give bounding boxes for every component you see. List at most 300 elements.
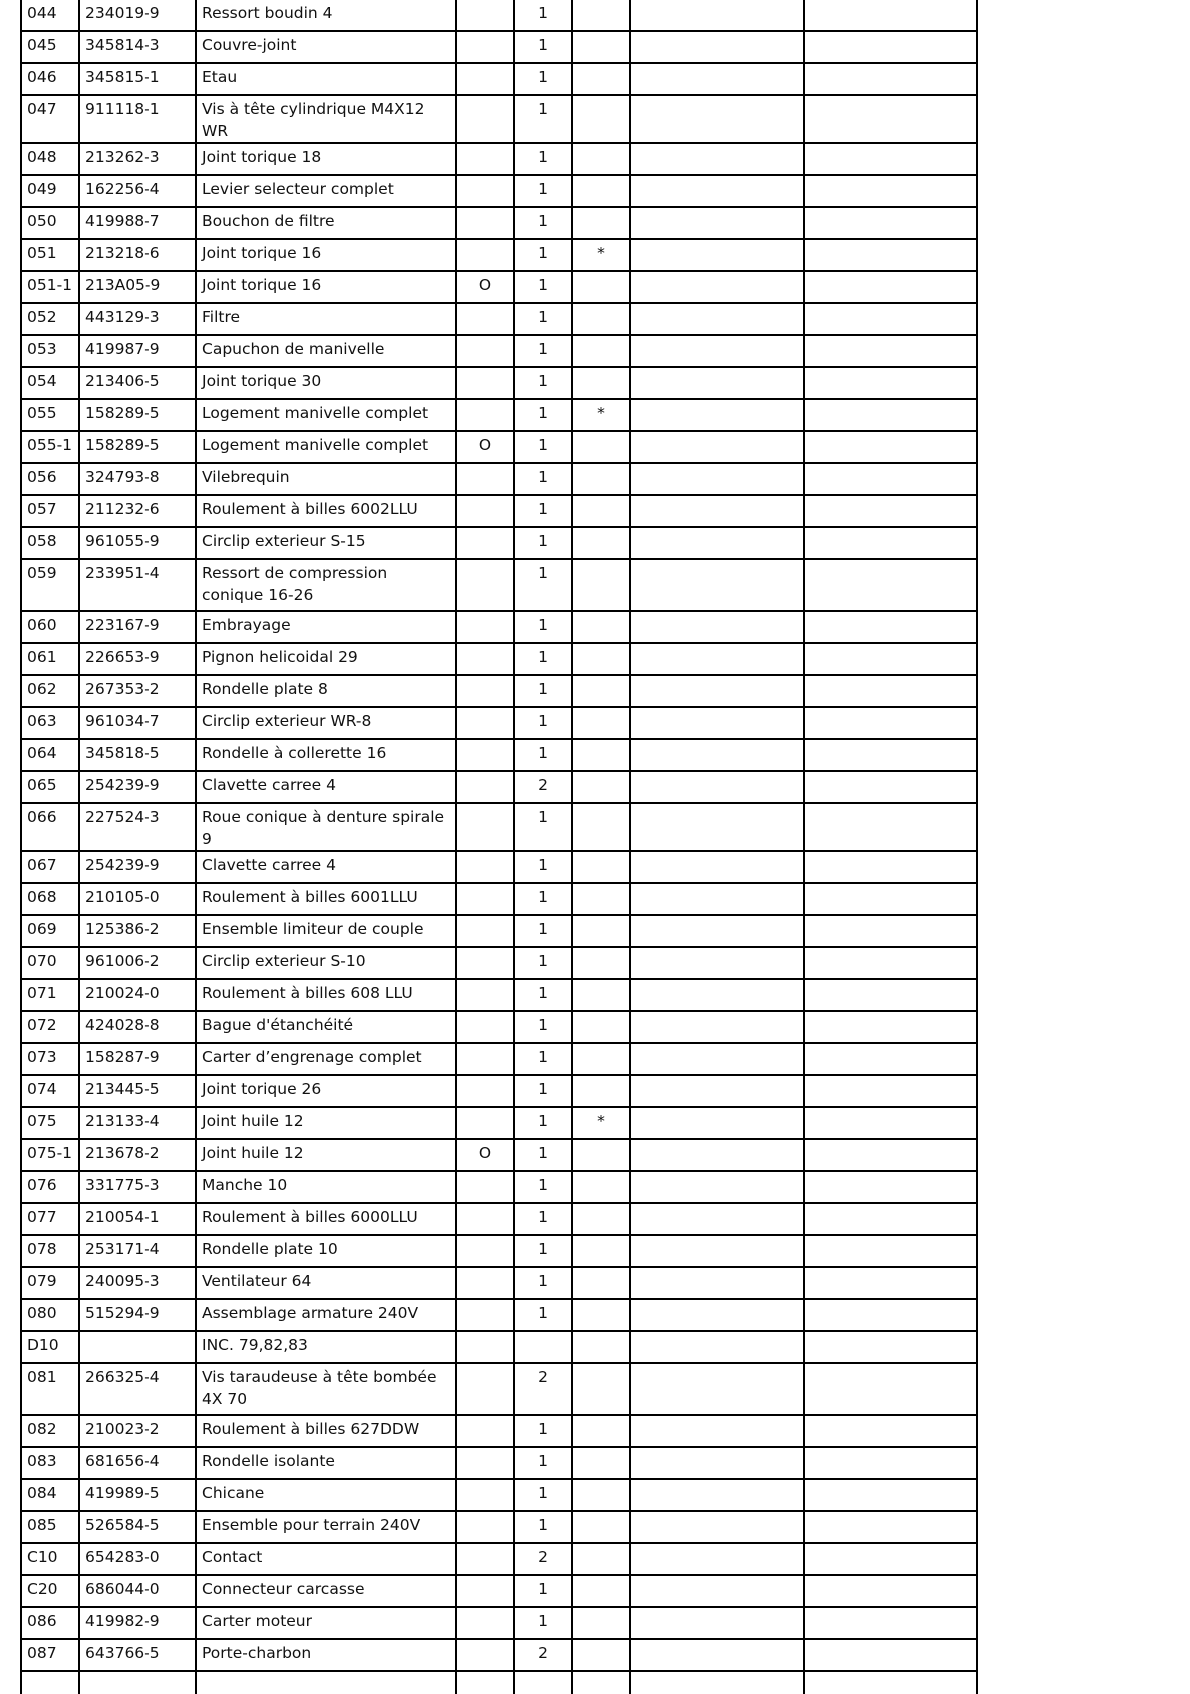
part-number-cell: 419989-5 bbox=[79, 1479, 196, 1511]
quantity-cell: 1 bbox=[514, 495, 572, 527]
marker-cell bbox=[572, 63, 630, 95]
remark-cell bbox=[804, 1011, 977, 1043]
item-number-cell: 052 bbox=[21, 303, 79, 335]
option-cell bbox=[456, 851, 514, 883]
table-row bbox=[21, 31, 977, 63]
description-cell: Logement manivelle complet bbox=[196, 399, 456, 431]
note-cell bbox=[630, 1415, 804, 1447]
part-number-cell: 213A05-9 bbox=[79, 271, 196, 303]
description-cell: Clavette carree 4 bbox=[196, 851, 456, 883]
note-cell bbox=[630, 1575, 804, 1607]
remark-cell bbox=[804, 31, 977, 63]
table-row bbox=[21, 1607, 977, 1639]
table-row bbox=[21, 1171, 977, 1203]
description-cell: Rondelle isolante bbox=[196, 1447, 456, 1479]
description-cell: Joint torique 26 bbox=[196, 1075, 456, 1107]
description-cell: Vilebrequin bbox=[196, 463, 456, 495]
quantity-cell: 1 bbox=[514, 527, 572, 559]
quantity-cell: 1 bbox=[514, 63, 572, 95]
marker-cell bbox=[572, 1267, 630, 1299]
table-row bbox=[21, 95, 977, 143]
marker-cell bbox=[572, 1639, 630, 1671]
marker-cell bbox=[572, 31, 630, 63]
note-cell bbox=[630, 31, 804, 63]
part-number-cell: 254239-9 bbox=[79, 851, 196, 883]
option-cell bbox=[456, 367, 514, 399]
remark-cell bbox=[804, 1543, 977, 1575]
part-number-cell: 267353-2 bbox=[79, 675, 196, 707]
description-cell: Joint torique 18 bbox=[196, 143, 456, 175]
remark-cell bbox=[804, 611, 977, 643]
remark-cell bbox=[804, 1363, 977, 1415]
table-row bbox=[21, 643, 977, 675]
part-number-cell: 213262-3 bbox=[79, 143, 196, 175]
note-cell bbox=[630, 559, 804, 611]
item-number-cell: 067 bbox=[21, 851, 79, 883]
description-cell: Bouchon de filtre bbox=[196, 207, 456, 239]
remark-cell bbox=[804, 399, 977, 431]
parts-table-body bbox=[21, 0, 977, 1694]
item-number-cell: 082 bbox=[21, 1415, 79, 1447]
remark-cell bbox=[804, 175, 977, 207]
table-row bbox=[21, 1363, 977, 1415]
remark-cell bbox=[804, 63, 977, 95]
quantity-cell: 1 bbox=[514, 675, 572, 707]
quantity-cell: 2 bbox=[514, 1363, 572, 1415]
remark-cell bbox=[804, 883, 977, 915]
item-number-cell: D10 bbox=[21, 1331, 79, 1363]
quantity-cell: 1 bbox=[514, 1511, 572, 1543]
part-number-cell: 515294-9 bbox=[79, 1299, 196, 1331]
description-cell: Joint torique 16 bbox=[196, 271, 456, 303]
note-cell bbox=[630, 1043, 804, 1075]
remark-cell bbox=[804, 1511, 977, 1543]
option-cell bbox=[456, 95, 514, 143]
table-row bbox=[21, 463, 977, 495]
quantity-cell: 1 bbox=[514, 883, 572, 915]
item-number-cell: 060 bbox=[21, 611, 79, 643]
marker-cell bbox=[572, 207, 630, 239]
part-number-cell: 911118-1 bbox=[79, 95, 196, 143]
item-number-cell: 066 bbox=[21, 803, 79, 851]
description-cell: Connecteur carcasse bbox=[196, 1575, 456, 1607]
marker-cell bbox=[572, 1331, 630, 1363]
part-number-cell: 345814-3 bbox=[79, 31, 196, 63]
note-cell bbox=[630, 707, 804, 739]
item-number-cell: 048 bbox=[21, 143, 79, 175]
description-cell: Contact bbox=[196, 1543, 456, 1575]
table-row bbox=[21, 559, 977, 611]
description-cell: Circlip exterieur S-10 bbox=[196, 947, 456, 979]
remark-cell bbox=[804, 851, 977, 883]
table-row bbox=[21, 431, 977, 463]
option-cell bbox=[456, 1543, 514, 1575]
part-number-cell: 419982-9 bbox=[79, 1607, 196, 1639]
remark-cell bbox=[804, 527, 977, 559]
marker-cell bbox=[572, 175, 630, 207]
option-cell: O bbox=[456, 271, 514, 303]
marker-cell bbox=[572, 947, 630, 979]
item-number-cell: 072 bbox=[21, 1011, 79, 1043]
table-row bbox=[21, 303, 977, 335]
marker-cell bbox=[572, 1043, 630, 1075]
note-cell bbox=[630, 675, 804, 707]
description-cell: Levier selecteur complet bbox=[196, 175, 456, 207]
description-cell: Roulement à billes 6000LLU bbox=[196, 1203, 456, 1235]
marker-cell bbox=[572, 1139, 630, 1171]
table-row bbox=[21, 1575, 977, 1607]
note-cell bbox=[630, 1011, 804, 1043]
marker-cell bbox=[572, 979, 630, 1011]
option-cell bbox=[456, 1575, 514, 1607]
remark-cell bbox=[804, 1267, 977, 1299]
part-number-cell: 253171-4 bbox=[79, 1235, 196, 1267]
table-row bbox=[21, 239, 977, 271]
remark-cell bbox=[804, 947, 977, 979]
part-number-cell: 226653-9 bbox=[79, 643, 196, 675]
option-cell bbox=[456, 31, 514, 63]
marker-cell bbox=[572, 463, 630, 495]
item-number-cell: 077 bbox=[21, 1203, 79, 1235]
item-number-cell: 074 bbox=[21, 1075, 79, 1107]
remark-cell bbox=[804, 1075, 977, 1107]
marker-cell bbox=[572, 367, 630, 399]
note-cell bbox=[630, 1235, 804, 1267]
table-row bbox=[21, 0, 977, 31]
table-row bbox=[21, 883, 977, 915]
note-cell bbox=[630, 851, 804, 883]
part-number-cell: 345815-1 bbox=[79, 63, 196, 95]
note-cell bbox=[630, 399, 804, 431]
quantity-cell: 1 bbox=[514, 1235, 572, 1267]
option-cell bbox=[456, 675, 514, 707]
item-number-cell: 073 bbox=[21, 1043, 79, 1075]
quantity-cell: 1 bbox=[514, 559, 572, 611]
marker-cell bbox=[572, 803, 630, 851]
option-cell bbox=[456, 1171, 514, 1203]
remark-cell bbox=[804, 1139, 977, 1171]
note-cell bbox=[630, 1479, 804, 1511]
quantity-cell: 1 bbox=[514, 399, 572, 431]
note-cell bbox=[630, 495, 804, 527]
part-number-cell: 419987-9 bbox=[79, 335, 196, 367]
marker-cell bbox=[572, 1479, 630, 1511]
table-row bbox=[21, 1299, 977, 1331]
marker-cell bbox=[572, 559, 630, 611]
note-cell bbox=[630, 175, 804, 207]
description-cell: Pignon helicoidal 29 bbox=[196, 643, 456, 675]
remark-cell bbox=[804, 95, 977, 143]
note-cell bbox=[630, 143, 804, 175]
table-row bbox=[21, 527, 977, 559]
option-cell bbox=[456, 463, 514, 495]
quantity-cell: 1 bbox=[514, 271, 572, 303]
marker-cell bbox=[572, 1299, 630, 1331]
table-row bbox=[21, 1543, 977, 1575]
note-cell bbox=[630, 1331, 804, 1363]
remark-cell bbox=[804, 1607, 977, 1639]
quantity-cell bbox=[514, 1331, 572, 1363]
note-cell bbox=[630, 95, 804, 143]
quantity-cell: 1 bbox=[514, 979, 572, 1011]
quantity-cell: 2 bbox=[514, 1639, 572, 1671]
option-cell bbox=[456, 143, 514, 175]
quantity-cell: 1 bbox=[514, 1607, 572, 1639]
table-row bbox=[21, 1139, 977, 1171]
option-cell bbox=[456, 1639, 514, 1671]
note-cell bbox=[630, 207, 804, 239]
part-number-cell: 158289-5 bbox=[79, 431, 196, 463]
description-cell: Vis taraudeuse à tête bombée 4X 70 bbox=[196, 1363, 456, 1415]
parts-table bbox=[20, 0, 978, 1694]
item-number-cell: 050 bbox=[21, 207, 79, 239]
quantity-cell: 1 bbox=[514, 1575, 572, 1607]
table-row bbox=[21, 207, 977, 239]
description-cell: Etau bbox=[196, 63, 456, 95]
option-cell bbox=[456, 0, 514, 31]
quantity-cell: 1 bbox=[514, 851, 572, 883]
description-cell: Circlip exterieur S-15 bbox=[196, 527, 456, 559]
description-cell: Joint huile 12 bbox=[196, 1139, 456, 1171]
quantity-cell: 1 bbox=[514, 1479, 572, 1511]
table-row bbox=[21, 399, 977, 431]
part-number-cell: 223167-9 bbox=[79, 611, 196, 643]
item-number-cell: 059 bbox=[21, 559, 79, 611]
part-number-cell: 210105-0 bbox=[79, 883, 196, 915]
quantity-cell: 1 bbox=[514, 1043, 572, 1075]
item-number-cell: 063 bbox=[21, 707, 79, 739]
table-row bbox=[21, 947, 977, 979]
quantity-cell: 1 bbox=[514, 1299, 572, 1331]
part-number-cell: 681656-4 bbox=[79, 1447, 196, 1479]
note-cell bbox=[630, 1075, 804, 1107]
table-row bbox=[21, 1267, 977, 1299]
table-row bbox=[21, 175, 977, 207]
description-cell: Bague d'étanchéité bbox=[196, 1011, 456, 1043]
remark-cell bbox=[804, 463, 977, 495]
quantity-cell: 2 bbox=[514, 1543, 572, 1575]
option-cell bbox=[456, 979, 514, 1011]
marker-cell bbox=[572, 707, 630, 739]
item-number-cell: 071 bbox=[21, 979, 79, 1011]
description-cell: Porte-charbon bbox=[196, 1639, 456, 1671]
table-row bbox=[21, 1235, 977, 1267]
option-cell: O bbox=[456, 431, 514, 463]
table-row bbox=[21, 771, 977, 803]
item-number-cell: 080 bbox=[21, 1299, 79, 1331]
part-number-cell: 526584-5 bbox=[79, 1511, 196, 1543]
remark-cell bbox=[804, 803, 977, 851]
remark-cell bbox=[804, 1447, 977, 1479]
part-number-cell: 162256-4 bbox=[79, 175, 196, 207]
note-cell bbox=[630, 1171, 804, 1203]
remark-cell bbox=[804, 495, 977, 527]
item-number-cell: 078 bbox=[21, 1235, 79, 1267]
remark-cell bbox=[804, 271, 977, 303]
remark-cell bbox=[804, 1203, 977, 1235]
description-cell: Rondelle plate 8 bbox=[196, 675, 456, 707]
remark-cell bbox=[804, 239, 977, 271]
option-cell bbox=[456, 1011, 514, 1043]
marker-cell bbox=[572, 1447, 630, 1479]
remark-cell bbox=[804, 1235, 977, 1267]
note-cell bbox=[630, 431, 804, 463]
item-number-cell: 055-1 bbox=[21, 431, 79, 463]
marker-cell bbox=[572, 95, 630, 143]
marker-cell bbox=[572, 1203, 630, 1235]
quantity-cell: 1 bbox=[514, 803, 572, 851]
item-number-cell: 081 bbox=[21, 1363, 79, 1415]
table-row bbox=[21, 271, 977, 303]
description-cell: Ressort boudin 4 bbox=[196, 0, 456, 31]
remark-cell bbox=[804, 1331, 977, 1363]
marker-cell bbox=[572, 739, 630, 771]
note-cell bbox=[630, 463, 804, 495]
option-cell bbox=[456, 207, 514, 239]
marker-cell bbox=[572, 1607, 630, 1639]
item-number-cell: 086 bbox=[21, 1607, 79, 1639]
marker-cell bbox=[572, 0, 630, 31]
item-number-cell: C10 bbox=[21, 1543, 79, 1575]
item-number-cell: 068 bbox=[21, 883, 79, 915]
table-row bbox=[21, 1479, 977, 1511]
item-number-cell: 065 bbox=[21, 771, 79, 803]
marker-cell bbox=[572, 851, 630, 883]
description-cell: Joint torique 30 bbox=[196, 367, 456, 399]
item-number-cell: 058 bbox=[21, 527, 79, 559]
option-cell bbox=[456, 803, 514, 851]
option-cell bbox=[456, 1267, 514, 1299]
note-cell bbox=[630, 63, 804, 95]
item-number-cell: 076 bbox=[21, 1171, 79, 1203]
part-number-cell: 233951-4 bbox=[79, 559, 196, 611]
marker-cell bbox=[572, 1543, 630, 1575]
item-number-cell: 056 bbox=[21, 463, 79, 495]
option-cell bbox=[456, 1363, 514, 1415]
quantity-cell: 1 bbox=[514, 1203, 572, 1235]
table-row bbox=[21, 611, 977, 643]
option-cell bbox=[456, 1479, 514, 1511]
part-number-cell bbox=[79, 1331, 196, 1363]
part-number-cell: 961034-7 bbox=[79, 707, 196, 739]
part-number-cell: 240095-3 bbox=[79, 1267, 196, 1299]
description-cell: Roulement à billes 6001LLU bbox=[196, 883, 456, 915]
option-cell bbox=[456, 527, 514, 559]
quantity-cell: 1 bbox=[514, 239, 572, 271]
table-row bbox=[21, 1511, 977, 1543]
note-cell bbox=[630, 303, 804, 335]
remark-cell bbox=[804, 207, 977, 239]
table-row bbox=[21, 915, 977, 947]
table-row bbox=[21, 675, 977, 707]
marker-cell bbox=[572, 143, 630, 175]
part-number-cell: 213406-5 bbox=[79, 367, 196, 399]
description-cell: Capuchon de manivelle bbox=[196, 335, 456, 367]
part-number-cell: 210023-2 bbox=[79, 1415, 196, 1447]
part-number-cell: 961055-9 bbox=[79, 527, 196, 559]
marker-cell bbox=[572, 915, 630, 947]
marker-cell bbox=[572, 495, 630, 527]
note-cell bbox=[630, 915, 804, 947]
marker-cell bbox=[572, 1511, 630, 1543]
item-number-cell: 061 bbox=[21, 643, 79, 675]
part-number-cell: 210024-0 bbox=[79, 979, 196, 1011]
note-cell bbox=[630, 1267, 804, 1299]
option-cell bbox=[456, 915, 514, 947]
remark-cell bbox=[804, 559, 977, 611]
option-cell bbox=[456, 707, 514, 739]
item-number-cell: 045 bbox=[21, 31, 79, 63]
option-cell bbox=[456, 1235, 514, 1267]
quantity-cell: 1 bbox=[514, 611, 572, 643]
description-cell: Circlip exterieur WR-8 bbox=[196, 707, 456, 739]
note-cell bbox=[630, 527, 804, 559]
note-cell bbox=[630, 803, 804, 851]
item-number-cell: 084 bbox=[21, 1479, 79, 1511]
part-number-cell: 266325-4 bbox=[79, 1363, 196, 1415]
quantity-cell: 1 bbox=[514, 175, 572, 207]
remark-cell bbox=[804, 643, 977, 675]
quantity-cell: 1 bbox=[514, 207, 572, 239]
quantity-cell: 1 bbox=[514, 1447, 572, 1479]
option-cell bbox=[456, 1043, 514, 1075]
option-cell bbox=[456, 1075, 514, 1107]
remark-cell bbox=[804, 1171, 977, 1203]
option-cell bbox=[456, 335, 514, 367]
description-cell: Joint huile 12 bbox=[196, 1107, 456, 1139]
part-number-cell: 210054-1 bbox=[79, 1203, 196, 1235]
note-cell bbox=[630, 1607, 804, 1639]
note-cell bbox=[630, 1107, 804, 1139]
option-cell bbox=[456, 1331, 514, 1363]
note-cell bbox=[630, 367, 804, 399]
item-number-cell: 047 bbox=[21, 95, 79, 143]
quantity-cell: 1 bbox=[514, 143, 572, 175]
marker-cell bbox=[572, 271, 630, 303]
option-cell bbox=[456, 771, 514, 803]
item-number-cell: 044 bbox=[21, 0, 79, 31]
option-cell bbox=[456, 1415, 514, 1447]
remark-cell bbox=[804, 979, 977, 1011]
option-cell bbox=[456, 643, 514, 675]
option-cell bbox=[456, 1607, 514, 1639]
part-number-cell: 654283-0 bbox=[79, 1543, 196, 1575]
remark-cell bbox=[804, 771, 977, 803]
description-cell: Ensemble pour terrain 240V bbox=[196, 1511, 456, 1543]
part-number-cell: 213133-4 bbox=[79, 1107, 196, 1139]
item-number-cell: 057 bbox=[21, 495, 79, 527]
description-cell: Roulement à billes 627DDW bbox=[196, 1415, 456, 1447]
quantity-cell: 1 bbox=[514, 367, 572, 399]
option-cell bbox=[456, 1511, 514, 1543]
note-cell bbox=[630, 1639, 804, 1671]
item-number-cell: 083 bbox=[21, 1447, 79, 1479]
marker-cell bbox=[572, 611, 630, 643]
part-number-cell: 213218-6 bbox=[79, 239, 196, 271]
table-row bbox=[21, 851, 977, 883]
table-row bbox=[21, 707, 977, 739]
quantity-cell: 1 bbox=[514, 947, 572, 979]
note-cell bbox=[630, 1203, 804, 1235]
table-row bbox=[21, 1203, 977, 1235]
item-number-cell: 055 bbox=[21, 399, 79, 431]
description-cell: Carter d’engrenage complet bbox=[196, 1043, 456, 1075]
note-cell bbox=[630, 771, 804, 803]
remark-cell bbox=[804, 675, 977, 707]
item-number-cell: 046 bbox=[21, 63, 79, 95]
part-number-cell: 158289-5 bbox=[79, 399, 196, 431]
option-cell bbox=[456, 739, 514, 771]
